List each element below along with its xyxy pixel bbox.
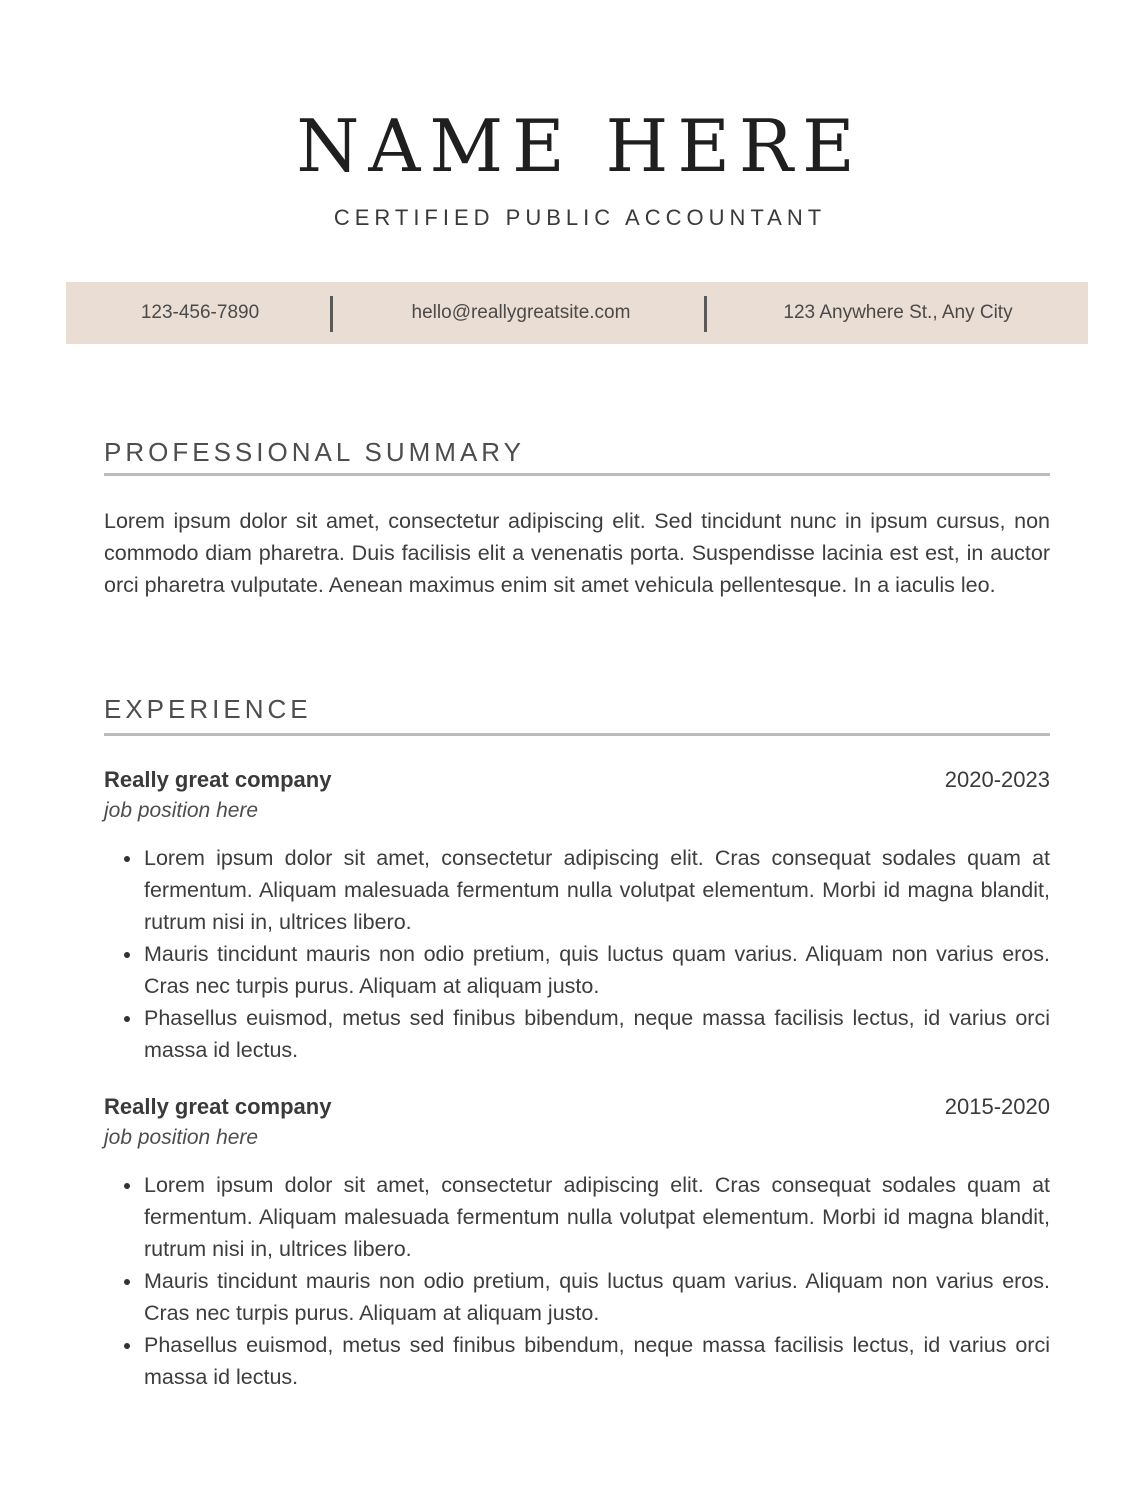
job-bullet: Mauris tincidunt mauris non odio pretium, quis luctus quam varius. Aliquam non varius eros. Cras nec turpis purus. Aliquam at aliquam justo.	[104, 1265, 1050, 1329]
job-dates: 2015-2020	[944, 1094, 1050, 1119]
summary-text: Lorem ipsum dolor sit amet, consectetur adipiscing elit. Sed tincidunt nunc in ipsum cursus, non commodo diam pharetra. Duis facilisis elit a venenatis porta. Suspendisse lacinia est est, in auctor orci pharetra vulputate. Aenean maximus enim sit amet vehicula pellentesque. In a iaculis leo.	[104, 509, 1050, 597]
candidate-name: NAME HERE	[296, 104, 864, 188]
experience-rule	[104, 733, 1050, 736]
job-bullet: Lorem ipsum dolor sit amet, consectetur adipiscing elit. Cras consequat sodales quam at fermentum. Aliquam malesuada fermentum nulla volutpat elementum. Morbi id magna blandit, rutrum nisi in, ultrices libero.	[104, 842, 1050, 938]
job-bullet: Phasellus euismod, metus sed finibus bibendum, neque massa facilisis lectus, id varius orci massa id lectus.	[104, 1002, 1050, 1066]
candidate-title: CERTIFIED PUBLIC ACCOUNTANT	[333, 205, 827, 230]
contact-address: 123 Anywhere St., Any City	[783, 302, 1013, 323]
job-company: Really great company	[104, 1094, 332, 1119]
job-position: job position here	[104, 1126, 259, 1149]
experience-heading: EXPERIENCE	[104, 694, 312, 724]
job-position: job position here	[104, 799, 259, 822]
contact-bar	[66, 282, 1088, 344]
job-bullets	[104, 842, 1050, 1066]
job-bullet: Phasellus euismod, metus sed finibus bibendum, neque massa facilisis lectus, id varius orci massa id lectus.	[104, 1329, 1050, 1393]
contact-email: hello@reallygreatsite.com	[411, 302, 631, 323]
contact-divider	[704, 296, 707, 332]
contact-divider	[330, 296, 333, 332]
job-bullets	[104, 1169, 1050, 1393]
contact-phone: 123-456-7890	[140, 302, 260, 323]
job-bullet: Lorem ipsum dolor sit amet, consectetur adipiscing elit. Cras consequat sodales quam at fermentum. Aliquam malesuada fermentum nulla volutpat elementum. Morbi id magna blandit, rutrum nisi in, ultrices libero.	[104, 1169, 1050, 1265]
job-company: Really great company	[104, 767, 332, 792]
job-dates: 2020-2023	[944, 767, 1050, 792]
summary-rule	[104, 473, 1050, 476]
summary-heading: PROFESSIONAL SUMMARY	[104, 437, 525, 467]
job-bullet: Mauris tincidunt mauris non odio pretium, quis luctus quam varius. Aliquam non varius eros. Cras nec turpis purus. Aliquam at aliquam justo.	[104, 938, 1050, 1002]
